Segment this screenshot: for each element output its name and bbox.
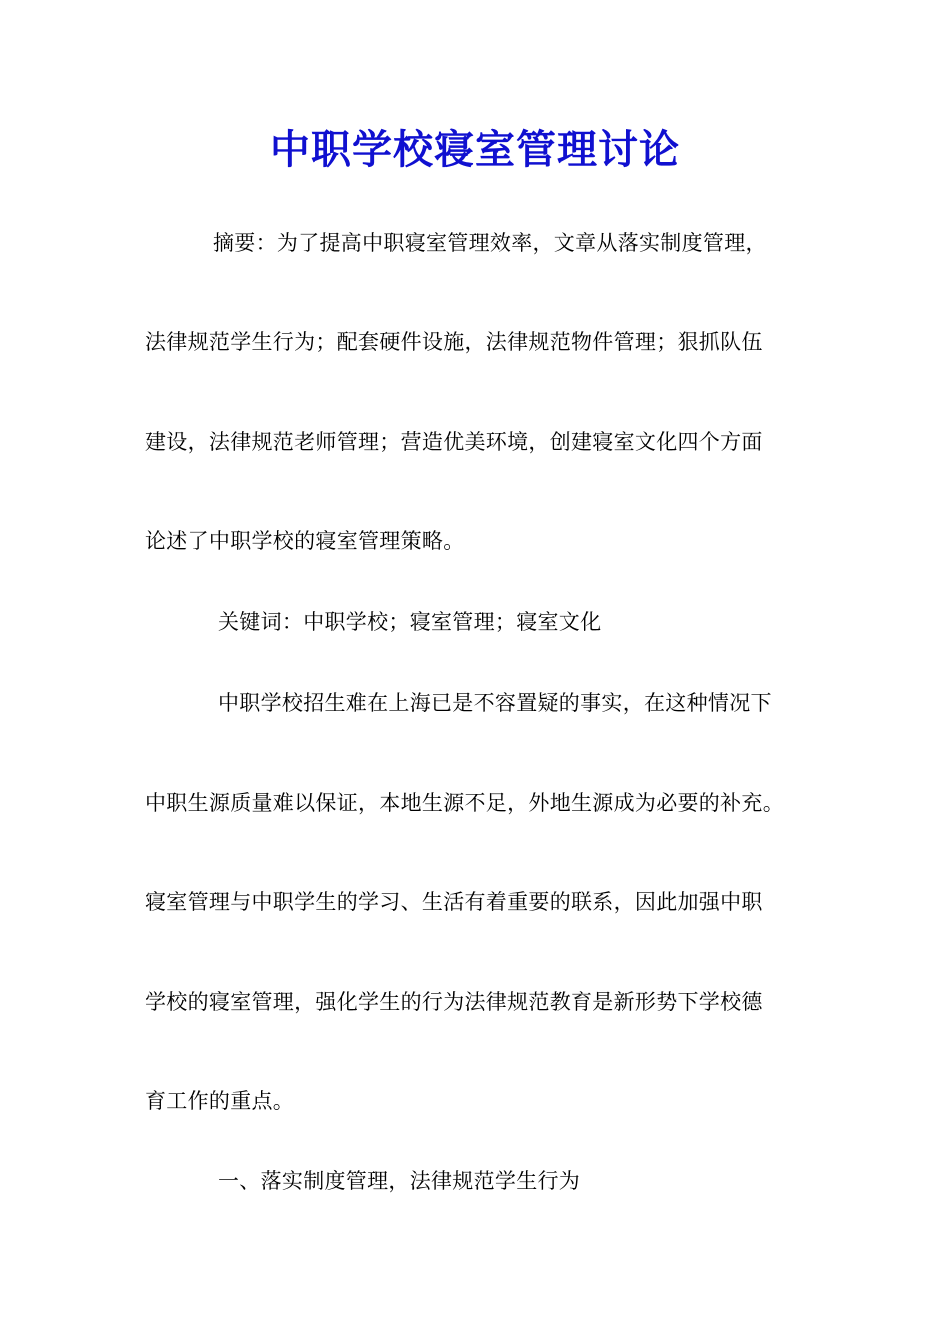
abstract-line: 建设，法律规范老师管理；营造优美环境，创建寝室文化四个方面 bbox=[145, 430, 763, 454]
intro-line: 中职生源质量难以保证，本地生源不足，外地生源成为必要的补充。 bbox=[145, 791, 784, 815]
abstract-line: 论述了中职学校的寝室管理策略。 bbox=[145, 529, 465, 553]
intro-line: 育工作的重点。 bbox=[145, 1089, 295, 1113]
section-heading: 一、落实制度管理，法律规范学生行为 bbox=[218, 1169, 581, 1193]
keywords-line: 关键词：中职学校；寝室管理；寝室文化 bbox=[218, 610, 602, 634]
abstract-line: 法律规范学生行为；配套硬件设施，法律规范物件管理；狠抓队伍 bbox=[145, 330, 763, 354]
intro-line: 寝室管理与中职学生的学习、生活有着重要的联系，因此加强中职 bbox=[145, 890, 763, 914]
intro-line: 中职学校招生难在上海已是不容置疑的事实，在这种情况下 bbox=[218, 691, 772, 715]
abstract-line: 摘要：为了提高中职寝室管理效率，文章从落实制度管理， bbox=[213, 231, 767, 255]
document-title: 中职学校寝室管理讨论 bbox=[270, 126, 680, 173]
intro-line: 学校的寝室管理，强化学生的行为法律规范教育是新形势下学校德 bbox=[145, 990, 763, 1014]
